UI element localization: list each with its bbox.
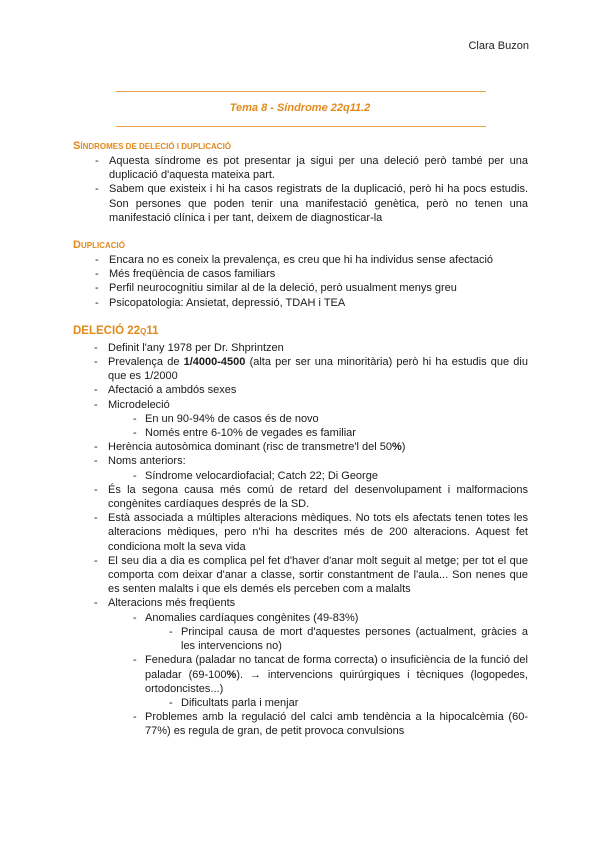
list-delecio xyxy=(73,341,528,412)
list-item: - Només entre 6-10% de vegades es familiar xyxy=(145,426,528,440)
list-item: - Noms anteriors: xyxy=(108,454,528,468)
list-item: - Aquesta síndrome es pot presentar ja sigui per una deleció però també per una duplicació d'aquesta mateixa part. xyxy=(109,154,528,182)
sublist-alteracions-cont2 xyxy=(73,710,528,738)
list-item: - Alteracions més freqüents xyxy=(108,596,528,610)
document-body xyxy=(73,139,528,739)
list-duplicacio xyxy=(73,253,528,310)
sublist-alteracions-cont xyxy=(73,653,528,696)
list-item: - Prevalença de 1/4000-4500 (alta per ser una minoritària) però hi ha estudis que diu que es 1/2000 xyxy=(108,355,528,383)
list-item: - Perfil neurocognitiu similar al de la deleció, però usualment menys greu xyxy=(109,281,528,295)
list-item: - Està associada a múltiples alteracions mèdiques. No tots els afectats tenen totes les alteracions mèdiques, pero n'hi ha descrites més de 200 alteracions. Aquest fet condiciona molt la seva vida xyxy=(108,511,528,554)
title-rule-bottom xyxy=(116,126,486,127)
list-item: - Afectació a ambdós sexes xyxy=(108,383,528,397)
list-delecio-cont2 xyxy=(73,483,528,611)
list-item: - Sabem que existeix i hi ha casos registrats de la duplicació, però hi ha pocs estudis. Son persones que poden tenir una manifestació genètica, però no tenen una manifestació clínica i per tant, deixem de diagnosticar-la xyxy=(109,182,528,225)
list-item: - Síndrome velocardiofacial; Catch 22; Di George xyxy=(145,469,528,483)
list-item: - Fenedura (paladar no tancat de forma correcta) o insuficiència de la funció del paladar (69-100%). → intervencions quirúrgiques i tècniques (logopedes, ortodoncistes...) xyxy=(145,653,528,696)
sublist-noms xyxy=(73,469,528,483)
list-item: - Més freqüència de casos familiars xyxy=(109,267,528,281)
list-item: - Psicopatologia: Ansietat, depressió, TDAH i TEA xyxy=(109,296,528,310)
sublist-alteracions xyxy=(73,611,528,625)
subsublist-fenedura xyxy=(73,696,528,710)
list-item: - Anomalies cardíaques congènites (49-83%) xyxy=(145,611,528,625)
list-item: - Dificultats parla i menjar xyxy=(181,696,528,710)
list-item: - En un 90-94% de casos és de novo xyxy=(145,412,528,426)
list-item: - És la segona causa més comú de retard del desenvolupament i malformacions congènites cardíaques després de la SD. xyxy=(108,483,528,511)
list-item: - El seu dia a dia es complica pel fet d'haver d'anar molt seguit al metge; per tot el que comporta com deixar d'anar a classe, sortir constantment de l'aula... Son nenes que es senten malalts i que els demés els perceben com a malalts xyxy=(108,554,528,597)
document-title: Tema 8 - Síndrome 22q11.2 xyxy=(229,102,371,114)
list-item: - Encara no es coneix la prevalença, es creu que hi ha individus sense afectació xyxy=(109,253,528,267)
list-item: - Herència autosòmica dominant (risc de transmetre'l del 50%) xyxy=(108,440,528,454)
section-heading-duplicacio: DUPLICACIÓ xyxy=(73,239,125,252)
author-name: Clara Buzon xyxy=(468,40,529,52)
list-sindromes xyxy=(73,154,528,225)
title-rule-top xyxy=(116,91,486,92)
subsublist-cardiaques xyxy=(73,625,528,653)
section-heading-delecio: DELECIÓ 22Q11 xyxy=(73,324,159,337)
list-item: - Definit l'any 1978 per Dr. Shprintzen xyxy=(108,341,528,355)
list-item: - Problemes amb la regulació del calci amb tendència a la hipocalcèmia (60-77%) es regula de gran, de petit provoca convulsions xyxy=(145,710,528,738)
section-heading-sindromes: SÍNDROMES DE DELECIÓ I DUPLICACIÓ xyxy=(73,140,232,152)
list-item: - Principal causa de mort d'aquestes persones (actualment, gràcies a les intervencions no) xyxy=(181,625,528,653)
list-delecio-cont xyxy=(73,440,528,468)
list-item: - Microdeleció xyxy=(108,398,528,412)
sublist-microdelecio xyxy=(73,412,528,440)
